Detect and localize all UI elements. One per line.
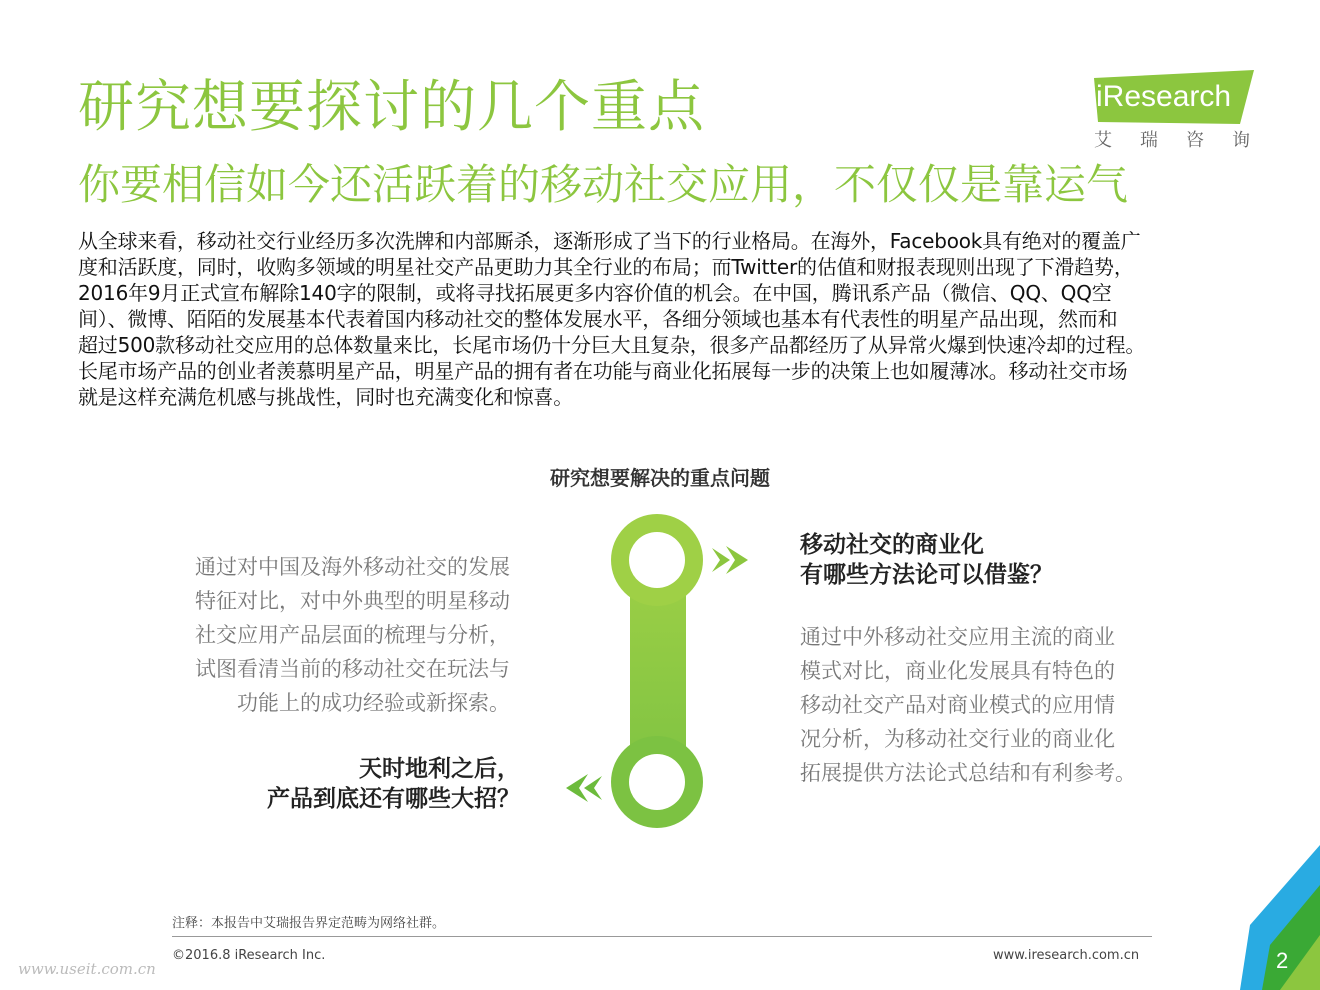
left-description-line: 通过对中国及海外移动社交的发展 bbox=[195, 555, 510, 579]
left-description bbox=[150, 550, 510, 720]
top-node-hole bbox=[629, 532, 685, 588]
left-description-line: 特征对比，对中外典型的明星移动 bbox=[195, 589, 510, 613]
intro-line: 就是这样充满危机感与挑战性，同时也充满变化和惊喜。 bbox=[78, 385, 573, 409]
left-question-line: 产品到底还有哪些大招？ bbox=[267, 786, 520, 812]
logo-chinese-name: 艾瑞咨询 bbox=[1094, 130, 1278, 151]
intro-line: 长尾市场产品的创业者羡慕明星产品，明星产品的拥有者在功能与商业化拓展每一步的决策上也如履薄冰。移动社交市场 bbox=[78, 359, 1128, 383]
right-question-line: 有哪些方法论可以借鉴？ bbox=[800, 562, 1053, 588]
right-description-line: 移动社交产品对商业模式的应用情 bbox=[800, 693, 1115, 717]
right-question bbox=[800, 530, 1200, 590]
copyright-text: ©2016.8 iResearch Inc. bbox=[172, 948, 326, 963]
section-heading: 研究想要解决的重点问题 bbox=[550, 466, 770, 490]
intro-paragraph bbox=[78, 228, 1258, 410]
right-description-line: 通过中外移动社交应用主流的商业 bbox=[800, 625, 1115, 649]
right-description-line: 况分析，为移动社交行业的商业化 bbox=[800, 727, 1115, 751]
page-title: 研究想要探讨的几个重点 bbox=[78, 75, 705, 140]
intro-line: 间）、微博、陌陌的发展基本代表着国内移动社交的整体发展水平，各细分领域也基本有代表性的明星产品出现，然而和 bbox=[78, 307, 1118, 331]
footer-divider bbox=[172, 936, 1152, 937]
website-link[interactable]: www.iresearch.com.cn bbox=[993, 948, 1140, 963]
left-question-line: 天时地利之后， bbox=[359, 756, 520, 782]
footnote: 注释：本报告中艾瑞报告界定范畴为网络社群。 bbox=[172, 916, 446, 931]
left-description-line: 社交应用产品层面的梳理与分析， bbox=[195, 623, 510, 647]
page-subtitle: 你要相信如今还活跃着的移动社交应用，不仅仅是靠运气 bbox=[78, 160, 1129, 209]
right-question-line: 移动社交的商业化 bbox=[800, 532, 984, 558]
intro-line: 从全球来看，移动社交行业经历多次洗牌和内部厮杀，逐渐形成了当下的行业格局。在海外，Facebook具有绝对的覆盖广 bbox=[78, 229, 1141, 253]
right-arrow-icon bbox=[712, 546, 748, 574]
intro-line: 超过500款移动社交应用的总体数量来比，长尾市场仍十分巨大且复杂，很多产品都经历了从异常火爆到快速冷却的过程。 bbox=[78, 333, 1146, 357]
right-description-line: 模式对比，商业化发展具有特色的 bbox=[800, 659, 1115, 683]
dumbbell-connector-graphic bbox=[560, 510, 760, 840]
right-description-line: 拓展提供方法论式总结和有利参考。 bbox=[800, 761, 1136, 785]
left-description-line: 功能上的成功经验或新探索。 bbox=[237, 691, 510, 715]
left-arrow-icon bbox=[566, 774, 602, 802]
iresearch-logo bbox=[1088, 70, 1278, 154]
intro-line: 度和活跃度，同时，收购多领域的明星社交产品更助力其全行业的布局；而Twitter的估值和财报表现则出现了下滑趋势， bbox=[78, 255, 1134, 279]
left-question bbox=[150, 754, 520, 814]
left-description-line: 试图看清当前的移动社交在玩法与 bbox=[195, 657, 510, 681]
watermark-text: www.useit.com.cn bbox=[18, 960, 156, 978]
bottom-node-hole bbox=[629, 754, 685, 810]
right-description bbox=[800, 620, 1180, 790]
page-number: 2 bbox=[1276, 948, 1289, 973]
logo-wordmark: iResearch bbox=[1096, 80, 1232, 113]
intro-line: 2016年9月正式宣布解除140字的限制，或将寻找拓展更多内容价值的机会。在中国，腾讯系产品（微信、QQ、QQ空 bbox=[78, 281, 1112, 305]
